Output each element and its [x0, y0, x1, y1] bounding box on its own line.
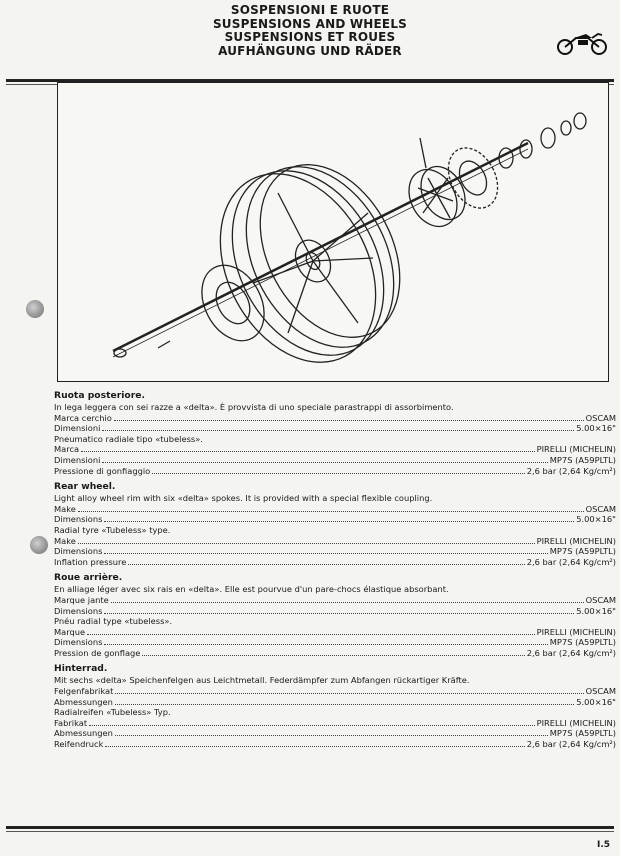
- spec-label: Marque jante: [54, 594, 109, 605]
- specifications-text: [54, 389, 616, 754]
- spec-label: Marca: [54, 444, 80, 455]
- tyre-subheading: Pneumatico radiale tipo «tubeless».: [54, 433, 203, 444]
- header-line-fr: SUSPENSIONS ET ROUES: [224, 30, 396, 44]
- section-en: [54, 480, 616, 567]
- spec-label: Marca cerchio: [54, 412, 112, 423]
- page-header: [0, 4, 620, 58]
- spec-row: [54, 686, 616, 697]
- spec-value: 2,6 bar (2,64 Kg/cm²): [526, 556, 616, 567]
- spec-label: Abmessungen: [54, 696, 113, 707]
- section-intro: In lega leggera con sei razze a «delta». È provvista di uno speciale parastrappi di assorbimento.: [54, 402, 454, 412]
- dot-leader: [78, 504, 584, 512]
- section-de: [54, 662, 616, 749]
- spec-row: [54, 648, 616, 659]
- section-intro: Mit sechs «delta» Speichenfelgen aus Leichtmetall. Federdämpfer zum Abfangen rückartiger Kräfte.: [54, 675, 470, 686]
- spec-label: Dimensions: [54, 637, 103, 648]
- spec-label: Felgenfabrikat: [54, 686, 114, 697]
- dot-leader: [78, 536, 535, 544]
- dot-leader: [104, 637, 547, 645]
- spec-label: Inflation pressure: [54, 556, 127, 567]
- spec-value: MP7S (A59PLTL): [549, 546, 616, 557]
- spec-row: [54, 595, 616, 606]
- spec-label: Pression de gonflage: [54, 647, 141, 658]
- spec-value: 2,6 bar (2,64 Kg/cm²): [526, 465, 616, 476]
- spec-row: [54, 423, 616, 434]
- spec-row: [54, 627, 616, 638]
- spec-label: Fabrikat: [54, 717, 88, 728]
- dot-leader: [115, 728, 548, 736]
- spec-value: 2,6 bar (2,64 Kg/cm²): [526, 739, 616, 750]
- spec-row: [54, 606, 616, 617]
- page-number: I.5: [596, 840, 610, 850]
- binder-hole: [26, 300, 44, 318]
- spec-row: [54, 739, 616, 750]
- spec-value: 5.00×16": [576, 423, 616, 434]
- spec-value: 5.00×16": [576, 696, 616, 707]
- spec-row: [54, 504, 616, 515]
- footer-rule: [6, 826, 614, 829]
- spec-value: PIRELLI (MICHELIN): [536, 626, 616, 637]
- dot-leader: [102, 455, 547, 463]
- tyre-subheading: Radialreifen «Tubeless» Typ.: [54, 707, 171, 718]
- spec-label: Reifendruck: [54, 739, 104, 750]
- dot-leader: [128, 557, 524, 565]
- spec-row: [54, 444, 616, 455]
- spec-row: [54, 546, 616, 557]
- dot-leader: [115, 686, 583, 694]
- section-intro: En alliage léger avec six rais en «delta». Elle est pourvue d'un pare-chocs élastique absorbant.: [54, 584, 449, 595]
- dot-leader: [89, 718, 535, 726]
- dot-leader: [104, 606, 574, 614]
- spec-row: [54, 466, 616, 477]
- dot-leader: [152, 466, 524, 474]
- spec-row: [54, 718, 616, 729]
- spec-value: PIRELLI (MICHELIN): [536, 717, 616, 728]
- spec-label: Dimensions: [54, 514, 103, 525]
- spec-row: [54, 413, 616, 424]
- spec-value: OSCAM: [585, 503, 616, 514]
- section-title: Hinterrad.: [54, 663, 108, 675]
- section-intro: Light alloy wheel rim with six «delta» spokes. It is provided with a special flexible coupling.: [54, 493, 433, 504]
- spec-row: [54, 536, 616, 547]
- dot-leader: [102, 423, 574, 431]
- spec-value: 5.00×16": [576, 514, 616, 525]
- exploded-wheel-diagram: [57, 82, 609, 382]
- tyre-subheading: Pnéu radial type «tubeless».: [54, 616, 173, 627]
- dot-leader: [81, 444, 534, 452]
- spec-value: OSCAM: [585, 412, 616, 423]
- spec-value: OSCAM: [585, 594, 616, 605]
- header-line-it: SOSPENSIONI E RUOTE: [230, 3, 390, 17]
- section-fr: [54, 571, 616, 658]
- tyre-subheading: Radial tyre «Tubeless» type.: [54, 524, 171, 535]
- dot-leader: [111, 595, 584, 603]
- spec-value: PIRELLI (MICHELIN): [536, 535, 616, 546]
- spec-value: MP7S (A59PLTL): [549, 454, 616, 465]
- footer-rule-thin: [6, 831, 614, 832]
- wheel-drawing: [58, 83, 608, 381]
- binder-hole: [30, 536, 48, 554]
- dot-leader: [114, 413, 584, 421]
- dot-leader: [87, 627, 534, 635]
- spec-row: [54, 455, 616, 466]
- spec-row: [54, 514, 616, 525]
- spec-value: 5.00×16": [576, 605, 616, 616]
- spec-label: Marque: [54, 626, 86, 637]
- spec-label: Dimensions: [54, 605, 103, 616]
- spec-label: Abmessungen: [54, 728, 113, 739]
- section-title: Rear wheel.: [54, 481, 116, 493]
- section-it: [54, 389, 616, 476]
- spec-row: [54, 697, 616, 708]
- dot-leader: [105, 739, 524, 747]
- spec-value: PIRELLI (MICHELIN): [536, 444, 616, 455]
- spec-label: Pressione di gonfiaggio: [54, 465, 151, 476]
- spec-row: [54, 728, 616, 739]
- spec-value: MP7S (A59PLTL): [549, 728, 616, 739]
- spec-label: Dimensions: [54, 546, 103, 557]
- dot-leader: [115, 697, 574, 705]
- header-line-de: AUFHÄNGUNG UND RÄDER: [218, 43, 402, 58]
- spec-label: Dimensioni: [54, 454, 101, 465]
- header-line-en: SUSPENSIONS AND WHEELS: [212, 16, 408, 31]
- section-title: Ruota posteriore.: [54, 390, 145, 401]
- dot-leader: [142, 648, 524, 656]
- spec-label: Make: [54, 535, 76, 546]
- spec-value: 2,6 bar (2,64 Kg/cm²): [526, 647, 616, 658]
- spec-label: Make: [54, 503, 76, 514]
- spec-row: [54, 637, 616, 648]
- spec-value: MP7S (A59PLTL): [549, 637, 616, 648]
- dot-leader: [104, 546, 547, 554]
- spec-value: OSCAM: [585, 686, 616, 697]
- spec-row: [54, 557, 616, 568]
- dot-leader: [104, 514, 574, 522]
- section-title: Roue arrière.: [54, 572, 123, 584]
- motorcycle-icon: [556, 30, 608, 56]
- spec-label: Dimensioni: [54, 423, 101, 434]
